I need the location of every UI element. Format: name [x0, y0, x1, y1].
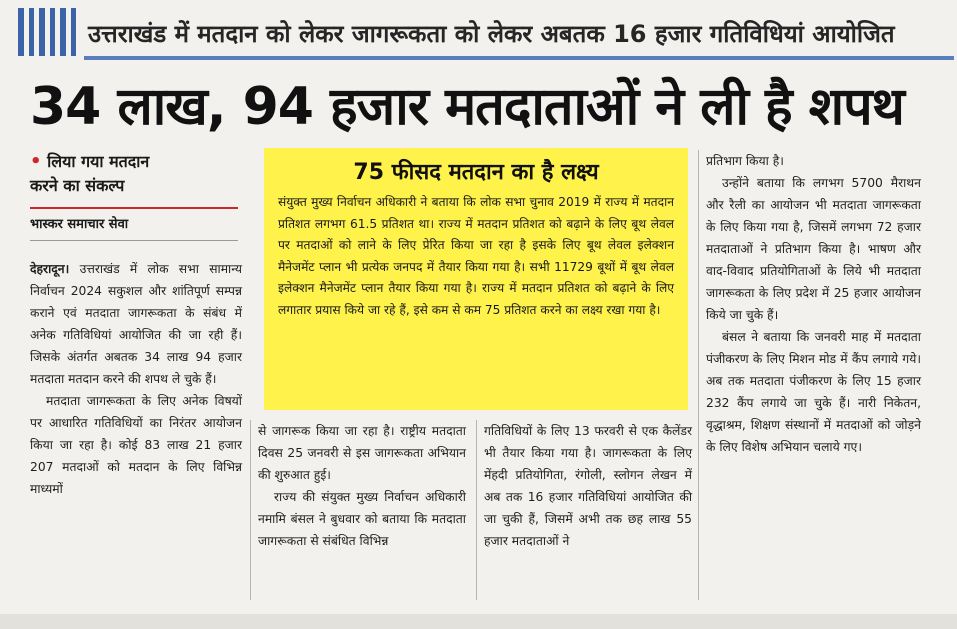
paragraph: प्रतिभाग किया है। [706, 154, 784, 168]
subhead-line-1: लिया गया मतदान [47, 152, 150, 171]
box-title: 75 फीसद मतदान का है लक्ष्य [353, 160, 599, 185]
dateline: देहरादून। [30, 262, 70, 276]
article-column-3 [484, 420, 692, 552]
paragraph: राज्य की संयुक्त मुख्य निर्वाचन अधिकारी नमामि बंसल ने बुधवार को बताया कि मतदाता जागरूकता से संबंधित विभिन्न [258, 490, 466, 548]
paragraph: मतदाता जागरूकता के लिए अनेक विषयों पर आधारित गतिविधियों का निरंतर आयोजन किया जा रहा है। कोई 83 लाख 21 हजार 207 मतदाओं को मतदान के लिए विभिन्न माध्यमों [30, 394, 242, 496]
kicker-rule [84, 56, 954, 60]
column-divider [476, 420, 477, 600]
subheadline [30, 150, 240, 198]
subhead-line-2: करने का संकल्प [30, 176, 125, 195]
kicker-headline: उत्तराखंड में मतदान को लेकर जागरूकता को लेकर अबतक 16 हजार गतिविधियां आयोजित [88, 20, 895, 48]
article-column-2 [258, 420, 466, 552]
kicker-stripes-decoration [18, 8, 76, 56]
bullet-icon: • [30, 151, 42, 172]
page-bottom-edge [0, 614, 957, 629]
paragraph: से जागरूक किया जा रहा है। राष्ट्रीय मतदाता दिवस 25 जनवरी से इस जागरूकता अभियान की शुरुआत हुई। [258, 424, 466, 482]
byline: भास्कर समाचार सेवा [30, 217, 129, 232]
byline-rule [30, 240, 238, 241]
column-divider [698, 150, 699, 600]
box-body: संयुक्त मुख्य निर्वाचन अधिकारी ने बताया कि लोक सभा चुनाव 2019 में राज्य में मतदान प्रतिशत लगभग 61.5 प्रतिशत था। राज्य में मतदान प्रतिशत को बढ़ाने के लिए बूथ लेवल पर मतदाओं को लाने के लिए प्रेरित किया जा रहा है इसके लिए बूथ लेवल इलेक्शन मैनेजमेंट प्लान भी प्रत्येक जनपद में तैयार किया गया है। सभी 11729 बूथों में बूथ लेवल इलेक्शन मैनेजमेंट प्लान तैयार किया गया है। राज्य में मतदान प्रतिशत को बढ़ाने के लिए लगातार प्रयास किये जा रहे हैं, इसे कम से कम 75 प्रतिशत करने का लक्ष्य रखा गया है। [278, 195, 674, 317]
column-divider [250, 420, 251, 600]
article-column-1 [30, 258, 242, 500]
paragraph: बंसल ने बताया कि जनवरी माह में मतदाता पंजीकरण के लिए मिशन मोड में कैंप लगाये गये। अब तक मतदाता पंजीकरण के लिए 15 हजार 232 कैंप लगाये जा चुके हैं। नारी निकेतन, वृद्धाश्रम, शिक्षण संस्थानों में मतदाओं को जोड़ने के लिए विशेष अभियान चलाये गए। [706, 330, 921, 454]
article-column-4 [706, 150, 921, 458]
paragraph: गतिविधियों के लिए 13 फरवरी से एक कैलेंडर भी तैयार किया गया है। जागरूकता के लिए मेंहदी प्रतियोगिता, रंगोली, स्लोगन लेखन में अब तक 16 हजार गतिविधियां आयोजित की जा चुकी हैं, जिसमें अभी तक छह लाख 55 हजार मतदाताओं ने [484, 424, 692, 548]
subhead-rule [30, 207, 238, 209]
paragraph: उन्होंने बताया कि लगभग 5700 मैराथन और रैली का आयोजन भी मतदाता जागरूकता के लिए किया गया है, जिसमें लगभग 72 हजार मतदाताओं ने प्रतिभाग किया है। भाषण और वाद-विवाद प्रतियोगिताओं के लिये भी मतदाता जागरूकता के लिए प्रदेश में 25 हजार आयोजन किये जा चुके हैं। [706, 176, 921, 322]
paragraph: देहरादून। उत्तराखंड में लोक सभा सामान्य निर्वाचन 2024 सकुशल और शांतिपूर्ण सम्पन्न कराने एवं मतदाता जागरूकता के संबंध में अनेक गतिविधियां आयोजित की जा रही हैं। जिसके अंतर्गत अबतक 34 लाख 94 हजार मतदाता मतदान करने की शपथ ले चुके हैं। [30, 262, 242, 386]
highlight-box [264, 148, 688, 410]
main-headline: 34 लाख, 94 हजार मतदाताओं ने ली है शपथ [30, 77, 904, 137]
